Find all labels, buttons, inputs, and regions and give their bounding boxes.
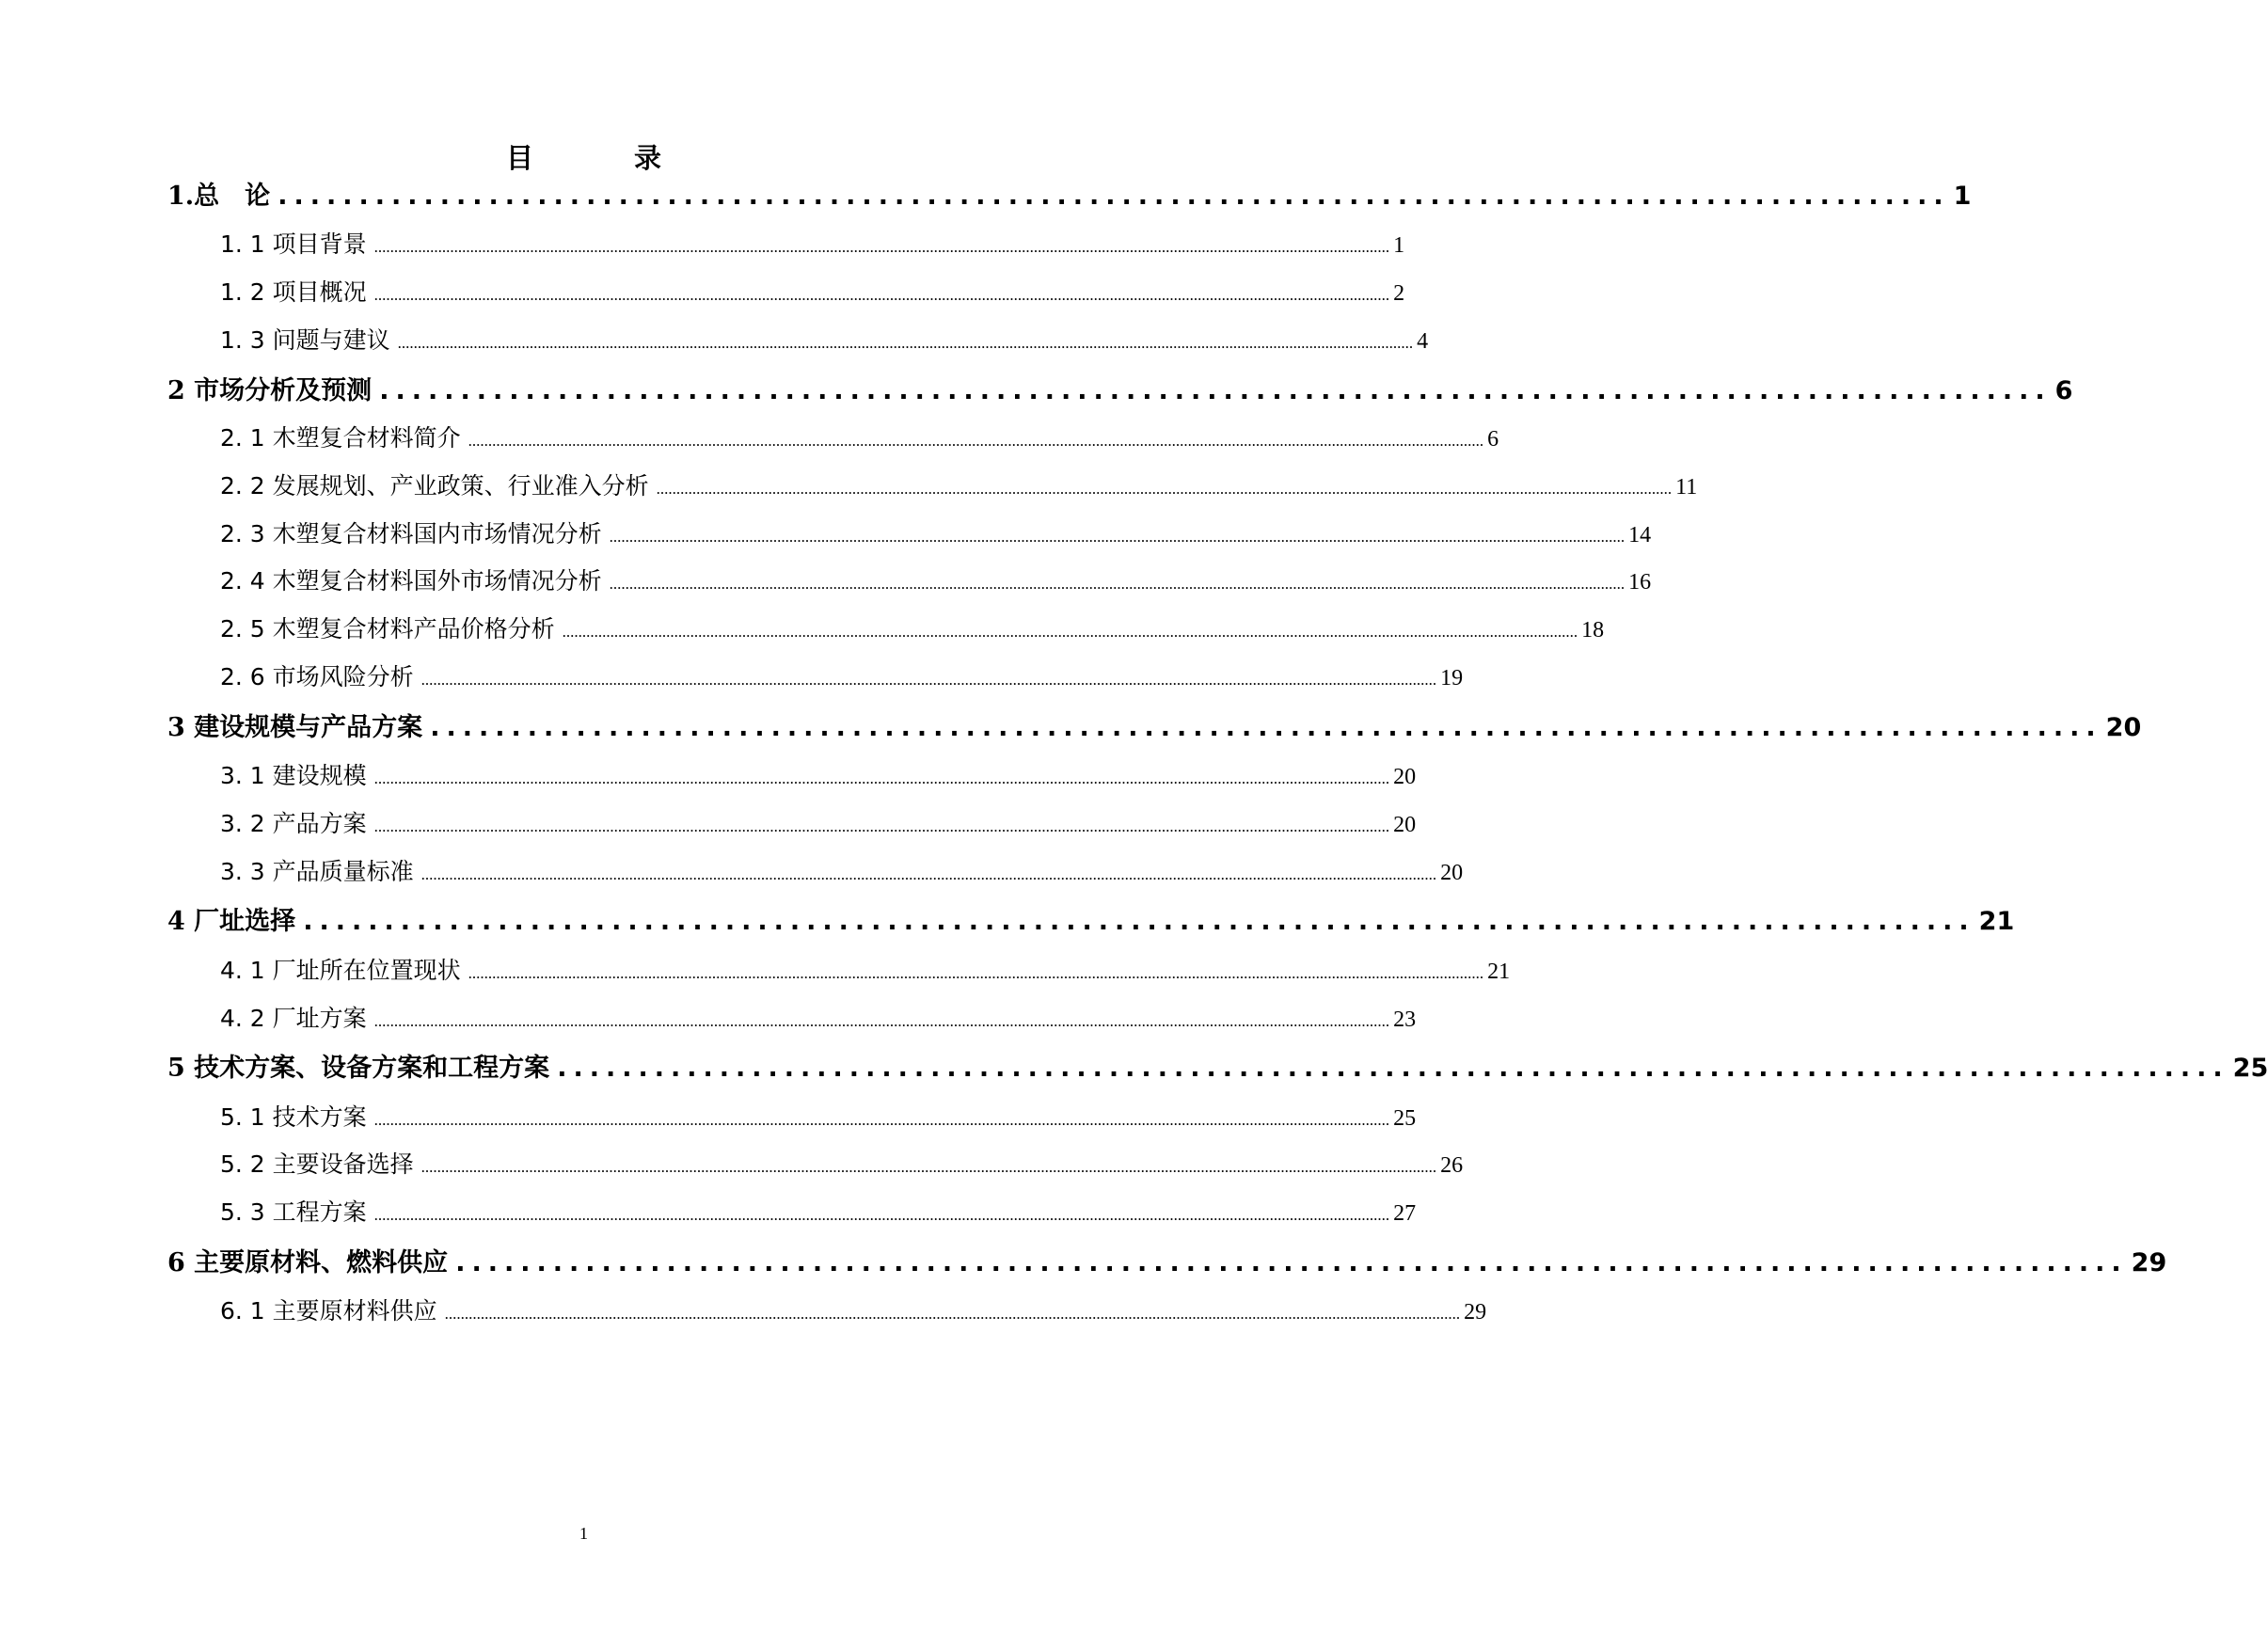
toc-entry-page: 6 <box>2054 376 2073 405</box>
dot-leader: ....................................................................................................... <box>557 1054 2229 1083</box>
toc-entry-label: 2. 5 木塑复合材料产品价格分析 <box>220 615 555 643</box>
toc-entry-label: 6 主要原材料、燃料供应 <box>167 1248 449 1277</box>
toc-entry-section-2-2[interactable] <box>220 468 1698 501</box>
toc-entry-label: 2. 1 木塑复合材料简介 <box>220 424 461 452</box>
toc-entry-section-5-3[interactable] <box>220 1194 1417 1228</box>
toc-entry-chapter-4[interactable] <box>167 900 2015 937</box>
toc-entry-page: 4 <box>1417 329 1429 354</box>
dot-leader: .............................................................................................................................................................................................................................................................. <box>468 432 1484 450</box>
toc-entry-label: 5. 3 工程方案 <box>220 1198 367 1226</box>
dot-leader: .............................................................................................................................................................................................................................................................. <box>420 671 1437 689</box>
toc-entry-label: 3. 2 产品方案 <box>220 810 367 837</box>
toc-entry-page: 19 <box>1440 666 1464 690</box>
dot-leader: .............................................................................................................................................................................................................................................................. <box>420 1158 1437 1176</box>
toc-entry-page: 18 <box>1581 618 1605 643</box>
toc-entry-page: 25 <box>1393 1106 1417 1131</box>
toc-entry-label: 3 建设规模与产品方案 <box>167 713 423 742</box>
toc-entry-section-2-6[interactable] <box>220 658 1464 692</box>
dot-leader: .............................................................................................................................................................................................................................................................. <box>420 865 1437 883</box>
toc-entry-page: 27 <box>1393 1201 1417 1226</box>
dot-leader: .............................................................................................................................................................................................................................................................. <box>373 286 1390 304</box>
dot-leader: .............................................................................................................................................................................................................................................................. <box>656 480 1673 498</box>
dot-leader: .............................................................................................................................................................................................................................................................. <box>373 817 1390 835</box>
toc-entry-label: 2. 6 市场风险分析 <box>220 663 414 690</box>
dot-leader: .............................................................................................................................................................................................................................................................. <box>373 1206 1390 1224</box>
toc-entry-label: 4 厂址选择 <box>167 907 296 936</box>
toc-entry-section-5-1[interactable] <box>220 1099 1417 1133</box>
toc-entry-section-2-3[interactable] <box>220 516 1652 549</box>
toc-entry-label: 3. 1 建设规模 <box>220 762 367 789</box>
dot-leader: ....................................................................................................... <box>455 1248 2128 1277</box>
toc-entry-page: 20 <box>1440 861 1464 885</box>
toc-entry-section-3-2[interactable] <box>220 805 1417 839</box>
dot-leader: .............................................................................................................................................................................................................................................................. <box>373 238 1390 256</box>
toc-entry-page: 11 <box>1675 475 1698 500</box>
toc-entry-page: 21 <box>1978 907 2015 936</box>
toc-entry-label: 3. 3 产品质量标准 <box>220 858 414 885</box>
dot-leader: .............................................................................................................................................................................................................................................................. <box>609 575 1626 593</box>
toc-entry-label: 4. 2 厂址方案 <box>220 1005 367 1032</box>
toc-entry-section-3-1[interactable] <box>220 757 1417 791</box>
toc-entry-label: 1. 1 项目背景 <box>220 230 367 258</box>
page-number: 1 <box>579 1524 588 1543</box>
toc-entry-label: 1. 2 项目概况 <box>220 278 367 306</box>
toc-entry-page: 20 <box>2105 713 2142 742</box>
toc-entry-section-3-3[interactable] <box>220 853 1464 887</box>
toc-entry-page: 2 <box>1393 281 1405 306</box>
dot-leader: .............................................................................................................................................................................................................................................................. <box>444 1305 1461 1323</box>
toc-entry-label: 2 市场分析及预测 <box>167 376 373 405</box>
toc-entry-section-5-2[interactable] <box>220 1146 1464 1180</box>
toc-entry-label: 2. 4 木塑复合材料国外市场情况分析 <box>220 567 602 595</box>
dot-leader: .............................................................................................................................................................................................................................................................. <box>373 1012 1390 1030</box>
toc-entry-chapter-3[interactable] <box>167 706 2142 743</box>
toc-entry-page: 14 <box>1628 523 1652 547</box>
dot-leader: ....................................................................................................... <box>303 907 1975 936</box>
dot-leader: .............................................................................................................................................................................................................................................................. <box>397 334 1414 352</box>
toc-entry-page: 21 <box>1487 960 1511 984</box>
toc-entry-label: 5. 1 技术方案 <box>220 1103 367 1131</box>
toc-entry-chapter-5[interactable] <box>167 1047 2268 1084</box>
toc-entry-chapter-1[interactable] <box>167 175 1972 212</box>
dot-leader: .............................................................................................................................................................................................................................................................. <box>468 964 1484 982</box>
toc-entry-section-2-4[interactable] <box>220 563 1652 596</box>
toc-title-char-2: 录 <box>634 142 662 174</box>
toc-entry-label: 1. 3 问题与建议 <box>220 326 390 354</box>
dot-leader: .............................................................................................................................................................................................................................................................. <box>373 1111 1390 1129</box>
toc-entry-page: 1 <box>1393 233 1405 258</box>
dot-leader: ....................................................................................................... <box>278 182 1950 211</box>
toc-entry-page: 20 <box>1393 813 1417 837</box>
toc-entry-page: 23 <box>1393 1007 1417 1032</box>
toc-entry-section-1-1[interactable] <box>220 226 1405 260</box>
dot-leader: .............................................................................................................................................................................................................................................................. <box>562 623 1578 641</box>
toc-title <box>0 137 1167 176</box>
toc-entry-chapter-2[interactable] <box>167 370 2073 406</box>
toc-entry-page: 6 <box>1487 427 1499 452</box>
toc-entry-page: 26 <box>1440 1153 1464 1178</box>
toc-entry-section-4-1[interactable] <box>220 952 1511 986</box>
toc-entry-section-1-2[interactable] <box>220 274 1405 308</box>
toc-entry-page: 16 <box>1628 570 1652 595</box>
toc-entry-page: 25 <box>2232 1054 2268 1083</box>
toc-entry-label: 6. 1 主要原材料供应 <box>220 1297 437 1325</box>
toc-entry-label: 2. 3 木塑复合材料国内市场情况分析 <box>220 520 602 547</box>
toc-entry-section-4-2[interactable] <box>220 1000 1417 1034</box>
toc-entry-label: 5. 2 主要设备选择 <box>220 1150 414 1178</box>
dot-leader: .............................................................................................................................................................................................................................................................. <box>373 769 1390 787</box>
toc-entry-section-1-3[interactable] <box>220 322 1429 356</box>
toc-entry-section-6-1[interactable] <box>220 1293 1487 1326</box>
dot-leader: .............................................................................................................................................................................................................................................................. <box>609 528 1626 546</box>
toc-title-char-1: 目 <box>505 142 533 174</box>
toc-entry-label: 4. 1 厂址所在位置现状 <box>220 957 461 984</box>
dot-leader: ....................................................................................................... <box>430 713 2102 742</box>
toc-entry-page: 29 <box>1464 1300 1487 1325</box>
toc-entry-label: 2. 2 发展规划、产业政策、行业准入分析 <box>220 472 649 500</box>
dot-leader: ....................................................................................................... <box>379 376 2052 405</box>
toc-entry-page: 20 <box>1393 765 1417 789</box>
toc-entry-section-2-5[interactable] <box>220 611 1605 644</box>
toc-entry-section-2-1[interactable] <box>220 420 1499 453</box>
toc-entry-label: 1.总 论 <box>167 182 271 211</box>
toc-entry-page: 1 <box>1953 182 1972 211</box>
toc-entry-page: 29 <box>2131 1248 2167 1277</box>
toc-entry-label: 5 技术方案、设备方案和工程方案 <box>167 1054 550 1083</box>
toc-entry-chapter-6[interactable] <box>167 1242 2167 1278</box>
